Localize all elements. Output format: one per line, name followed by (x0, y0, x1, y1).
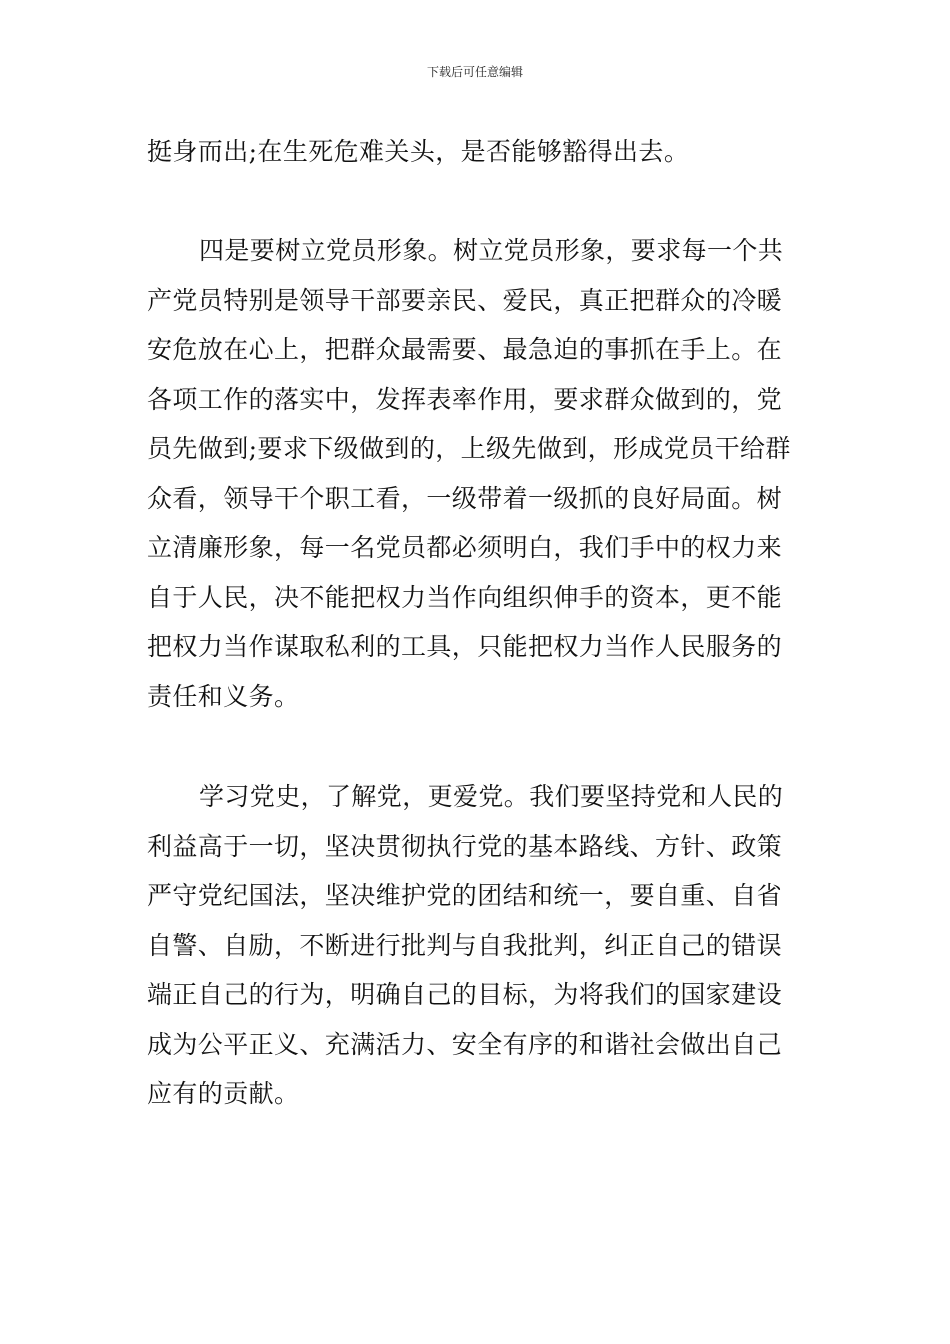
paragraph-party-image (147, 226, 807, 721)
text-line: 四是要树立党员形象。树立党员形象，要求每一个共 (199, 236, 784, 265)
text-line: 严守党纪国法，坚决维护党的团结和统一，要自重、自省 (147, 881, 783, 910)
text-line: 责任和义务。 (147, 681, 300, 711)
text-line: 学习党史，了解党，更爱党。我们要坚持党和人民的 (199, 782, 784, 811)
text-line: 员先做到;要求下级做到的，上级先做到，形成党员干给群 (147, 434, 791, 463)
text-line: 自警、自励，不断进行批判与自我批判，纠正自己的错误 (147, 930, 783, 960)
text-line: 众看，领导干个职工看，一级带着一级抓的良好局面。树 (147, 483, 783, 513)
header-note: 下载后可任意编辑 (426, 65, 523, 79)
paragraph-party-history (147, 772, 807, 1119)
text-line: 各项工作的落实中，发挥表率作用，要求群众做到的，党 (147, 384, 783, 414)
text-line: 自于人民，决不能把权力当作向组织伸手的资本，更不能 (147, 582, 783, 612)
text-line: 利益高于一切，坚决贯彻执行党的基本路线、方针、政策 (147, 831, 783, 861)
text-line: 立清廉形象，每一名党员都必须明白，我们手中的权力来 (147, 533, 783, 562)
text-line: 安危放在心上，把群众最需要、最急迫的事抓在手上。在 (147, 335, 783, 364)
text-line: 产党员特别是领导干部要亲民、爱民，真正把群众的冷暖 (147, 285, 783, 315)
text-line: 成为公平正义、充满活力、安全有序的和谐社会做出自己 (147, 1029, 783, 1059)
text-line: 把权力当作谋取私利的工具，只能把权力当作人民服务的 (147, 632, 783, 661)
text-line: 挺身而出;在生死危难关头，是否能够豁得出去。 (147, 137, 690, 166)
text-line: 应有的贡献。 (147, 1079, 300, 1108)
text-line: 端正自己的行为，明确自己的目标，为将我们的国家建设 (147, 980, 783, 1009)
paragraph-continuation (147, 127, 807, 177)
